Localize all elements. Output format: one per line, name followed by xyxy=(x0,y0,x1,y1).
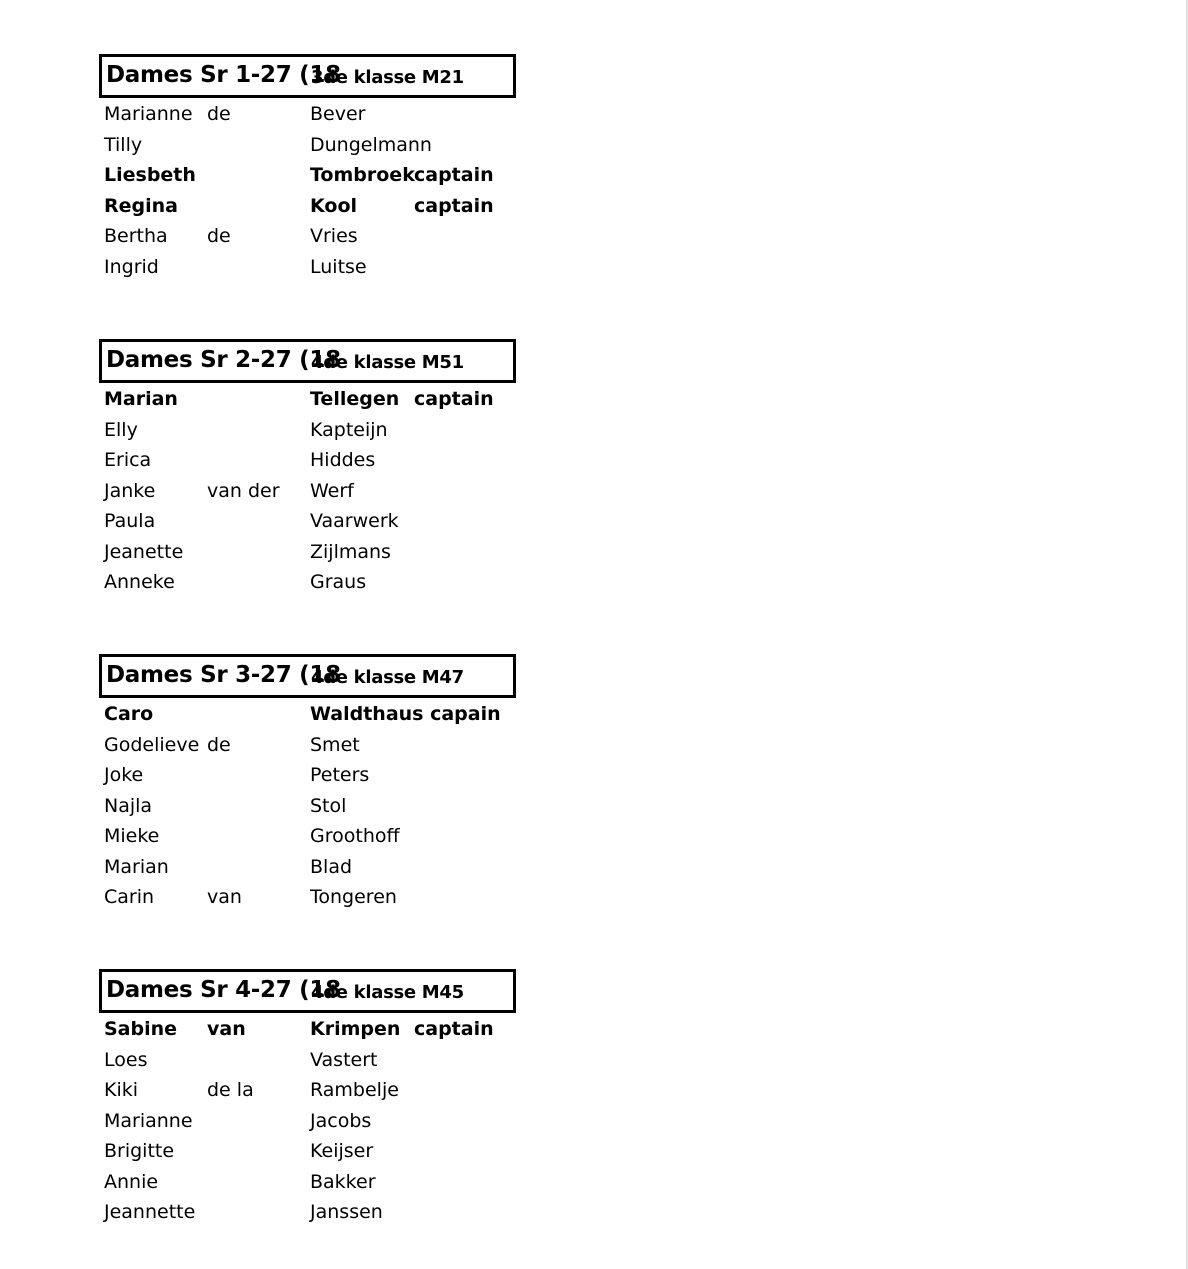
player-first-name: Brigitte xyxy=(104,1140,175,1162)
player-row xyxy=(99,760,516,791)
player-row xyxy=(99,852,516,883)
player-last-name: Tellegen xyxy=(310,388,400,410)
player-role: captain xyxy=(414,164,494,186)
player-row xyxy=(99,1106,516,1137)
player-last-name: Waldthaus capain xyxy=(310,703,501,725)
player-last-name: Krimpen xyxy=(310,1018,401,1040)
player-last-name: Dungelmann xyxy=(310,133,432,156)
player-role: captain xyxy=(414,194,494,217)
player-last-name: Stol xyxy=(310,794,347,817)
team-name: Dames Sr 4-27 (18 xyxy=(106,977,341,1003)
player-first-name: Caro xyxy=(104,703,154,725)
player-row xyxy=(99,699,516,730)
player-row xyxy=(99,730,516,761)
team-header xyxy=(99,54,516,98)
team-name: Dames Sr 1-27 (18 xyxy=(106,62,341,88)
player-first-name: Marian xyxy=(104,855,169,878)
player-row xyxy=(99,821,516,852)
player-last-name: Peters xyxy=(310,764,370,786)
player-name-prefix: van xyxy=(207,1018,246,1040)
player-first-name: Kiki xyxy=(104,1079,139,1101)
player-first-name: Liesbeth xyxy=(104,164,196,186)
player-last-name: Graus xyxy=(310,571,367,593)
player-last-name: Rambelje xyxy=(310,1079,399,1101)
player-last-name: Janssen xyxy=(310,1201,383,1223)
player-first-name: Sabine xyxy=(104,1018,178,1040)
player-last-name: Kapteijn xyxy=(310,418,388,441)
player-name-prefix: de la xyxy=(207,1079,254,1101)
team-header xyxy=(99,969,516,1013)
player-row xyxy=(99,476,516,507)
player-first-name: Carin xyxy=(104,886,155,908)
player-list xyxy=(99,99,516,282)
player-name-prefix: van xyxy=(207,886,242,908)
player-last-name: Blad xyxy=(310,855,353,878)
team-league: 4de klasse M51 xyxy=(311,352,464,373)
player-last-name: Tombroek xyxy=(310,164,415,186)
team-league: 4de klasse M47 xyxy=(311,667,464,688)
player-name-prefix: de xyxy=(207,225,231,247)
player-last-name: Smet xyxy=(310,733,360,756)
player-row xyxy=(99,882,516,913)
player-row xyxy=(99,537,516,568)
player-last-name: Groothoff xyxy=(310,825,400,847)
player-first-name: Regina xyxy=(104,194,178,217)
player-list xyxy=(99,384,516,598)
player-first-name: Najla xyxy=(104,794,153,817)
player-role: captain xyxy=(414,388,494,410)
team-block xyxy=(99,339,516,598)
team-name: Dames Sr 3-27 (18 xyxy=(106,662,341,688)
player-row xyxy=(99,1167,516,1198)
player-last-name: Vastert xyxy=(310,1048,378,1071)
player-list xyxy=(99,699,516,913)
team-league: 4de klasse M45 xyxy=(311,982,464,1003)
player-last-name: Vaarwerk xyxy=(310,510,399,532)
player-row xyxy=(99,191,516,222)
player-row xyxy=(99,567,516,598)
player-last-name: Zijlmans xyxy=(310,540,391,563)
player-first-name: Annie xyxy=(104,1170,159,1193)
player-first-name: Loes xyxy=(104,1048,148,1071)
player-name-prefix: van der xyxy=(207,479,280,502)
player-row xyxy=(99,506,516,537)
player-row xyxy=(99,1136,516,1167)
player-row xyxy=(99,1045,516,1076)
team-block xyxy=(99,54,516,282)
player-first-name: Bertha xyxy=(104,225,168,247)
player-row xyxy=(99,791,516,822)
player-row xyxy=(99,221,516,252)
player-row xyxy=(99,99,516,130)
team-league: 3de klasse M21 xyxy=(311,67,464,88)
player-first-name: Ingrid xyxy=(104,255,159,278)
team-block xyxy=(99,654,516,913)
player-first-name: Marianne xyxy=(104,1109,193,1132)
player-row xyxy=(99,445,516,476)
player-last-name: Hiddes xyxy=(310,449,376,471)
player-row xyxy=(99,252,516,283)
player-row xyxy=(99,1014,516,1045)
player-last-name: Jacobs xyxy=(310,1109,372,1132)
player-name-prefix: de xyxy=(207,103,231,125)
player-last-name: Kool xyxy=(310,194,358,217)
team-name: Dames Sr 2-27 (18 xyxy=(106,347,341,373)
player-row xyxy=(99,1075,516,1106)
player-first-name: Marian xyxy=(104,388,178,410)
player-first-name: Janke xyxy=(104,479,156,502)
player-first-name: Anneke xyxy=(104,571,175,593)
player-row xyxy=(99,160,516,191)
team-block xyxy=(99,969,516,1228)
player-last-name: Werf xyxy=(310,479,354,502)
player-first-name: Elly xyxy=(104,418,138,441)
player-first-name: Erica xyxy=(104,449,152,471)
player-row xyxy=(99,130,516,161)
player-first-name: Godelieve xyxy=(104,733,200,756)
player-last-name: Keijser xyxy=(310,1140,374,1162)
player-first-name: Joke xyxy=(104,764,144,786)
player-list xyxy=(99,1014,516,1228)
player-last-name: Bever xyxy=(310,103,366,125)
player-last-name: Bakker xyxy=(310,1170,376,1193)
team-header xyxy=(99,654,516,698)
player-first-name: Jeannette xyxy=(104,1201,196,1223)
player-row xyxy=(99,384,516,415)
player-first-name: Paula xyxy=(104,510,156,532)
player-name-prefix: de xyxy=(207,733,231,756)
player-first-name: Mieke xyxy=(104,825,160,847)
player-last-name: Tongeren xyxy=(310,886,397,908)
player-first-name: Jeanette xyxy=(104,540,184,563)
player-last-name: Luitse xyxy=(310,255,367,278)
player-first-name: Tilly xyxy=(104,133,143,156)
player-role: captain xyxy=(414,1018,494,1040)
player-last-name: Vries xyxy=(310,225,358,247)
team-header xyxy=(99,339,516,383)
player-row xyxy=(99,415,516,446)
player-row xyxy=(99,1197,516,1228)
player-first-name: Marianne xyxy=(104,103,193,125)
